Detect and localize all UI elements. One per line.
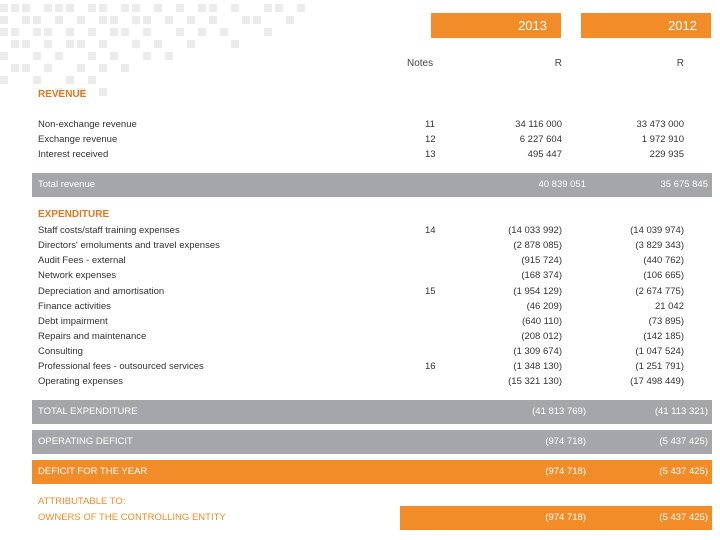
pattern-square xyxy=(22,64,30,72)
currency-2012-header: R xyxy=(676,58,684,69)
pattern-square xyxy=(132,40,140,48)
pattern-square xyxy=(99,40,107,48)
table-row xyxy=(0,374,720,389)
row-value-2012: (106 665) xyxy=(643,270,684,281)
row-note: 13 xyxy=(425,149,436,160)
row-value-2012: (440 762) xyxy=(643,255,684,266)
pattern-square xyxy=(198,4,206,12)
table-row xyxy=(0,132,720,147)
pattern-square xyxy=(33,16,41,24)
pattern-square xyxy=(99,64,107,72)
notes-column-header: Notes xyxy=(407,58,434,69)
deficit-for-year-2013: (974 718) xyxy=(545,466,586,477)
row-value-2013: (1 309 674) xyxy=(513,346,562,357)
pattern-square xyxy=(154,4,162,12)
row-label: Staff costs/staff training expenses xyxy=(38,225,180,236)
year-2013-header: 2013 xyxy=(431,13,561,38)
owners-value-2013: (974 718) xyxy=(545,512,586,523)
row-value-2013: (14 033 992) xyxy=(508,225,562,236)
row-label: Directors' emoluments and travel expenses xyxy=(38,240,220,251)
table-row xyxy=(0,238,720,253)
total-expenditure-2012: (41 113 321) xyxy=(654,406,708,417)
pattern-square xyxy=(11,28,19,36)
pattern-square xyxy=(0,76,8,84)
table-row xyxy=(0,359,720,374)
pattern-square xyxy=(176,4,184,12)
pattern-square xyxy=(220,28,228,36)
pattern-square xyxy=(66,28,74,36)
row-value-2012: 1 972 910 xyxy=(641,134,684,145)
row-value-2013: (168 374) xyxy=(521,270,562,281)
row-value-2013: (46 209) xyxy=(526,301,562,312)
total-revenue-2013: 40 839 051 xyxy=(538,179,586,190)
pattern-square xyxy=(187,40,195,48)
pattern-square xyxy=(77,64,85,72)
row-note: 11 xyxy=(425,119,435,130)
attributable-title: ATTRIBUTABLE TO: xyxy=(38,496,126,507)
table-row xyxy=(0,268,720,283)
pattern-square xyxy=(0,16,8,24)
total-revenue-label: Total revenue xyxy=(38,179,96,190)
pattern-square xyxy=(143,28,151,36)
deficit-for-year-band xyxy=(32,460,712,484)
row-value-2013: (1 348 130) xyxy=(513,361,562,372)
row-value-2012: 21 042 xyxy=(654,301,684,312)
row-value-2013: (208 012) xyxy=(521,331,562,342)
pattern-square xyxy=(121,28,129,36)
total-revenue-2012: 35 675 845 xyxy=(660,179,708,190)
pattern-square xyxy=(242,16,250,24)
pattern-square xyxy=(275,4,283,12)
pattern-square xyxy=(297,4,305,12)
row-value-2013: (2 878 085) xyxy=(513,240,562,251)
owners-values-bar xyxy=(400,506,712,530)
row-label: Depreciation and amortisation xyxy=(38,286,165,297)
pattern-square xyxy=(286,16,294,24)
row-value-2013: 495 447 xyxy=(527,149,562,160)
total-expenditure-2013: (41 813 769) xyxy=(532,406,586,417)
table-row xyxy=(0,314,720,329)
row-value-2013: (915 724) xyxy=(521,255,562,266)
row-label: Finance activities xyxy=(38,301,111,312)
operating-deficit-2012: (5 437 425) xyxy=(659,436,708,447)
pattern-square xyxy=(121,64,129,72)
table-row xyxy=(0,253,720,268)
pattern-square xyxy=(187,16,195,24)
row-note: 12 xyxy=(425,134,436,145)
pattern-square xyxy=(165,52,173,60)
row-label: Operating expenses xyxy=(38,376,124,387)
pattern-square xyxy=(143,16,151,24)
revenue-section-title: REVENUE xyxy=(38,89,87,100)
operating-deficit-label: OPERATING DEFICIT xyxy=(38,436,133,447)
row-note: 15 xyxy=(425,286,436,297)
pattern-square xyxy=(33,76,41,84)
pattern-square xyxy=(22,40,30,48)
row-value-2012: (17 498 449) xyxy=(630,376,684,387)
table-row xyxy=(0,284,720,299)
pattern-square xyxy=(0,28,8,36)
operating-deficit-band xyxy=(32,430,712,454)
row-value-2013: (640 110) xyxy=(522,316,562,327)
pattern-square xyxy=(154,40,162,48)
total-expenditure-band xyxy=(32,400,712,424)
deficit-for-year-2012: (5 437 425) xyxy=(659,466,708,477)
pattern-square xyxy=(66,76,74,84)
pattern-square xyxy=(66,40,74,48)
pattern-square xyxy=(11,4,19,12)
row-value-2012: (3 829 343) xyxy=(635,240,684,251)
row-note: 16 xyxy=(425,361,436,372)
row-value-2012: (1 047 524) xyxy=(635,346,684,357)
pattern-square xyxy=(33,28,41,36)
pattern-square xyxy=(88,4,96,12)
operating-deficit-2013: (974 718) xyxy=(545,436,586,447)
row-label: Consulting xyxy=(38,346,83,357)
pattern-square xyxy=(44,28,52,36)
pattern-square xyxy=(231,4,239,12)
pattern-square xyxy=(253,16,261,24)
table-row xyxy=(0,117,720,132)
pattern-square xyxy=(55,4,63,12)
row-value-2012: 229 935 xyxy=(649,149,684,160)
row-value-2013: 34 116 000 xyxy=(515,119,562,130)
table-row xyxy=(0,344,720,359)
row-note: 14 xyxy=(425,225,436,236)
row-value-2012: (2 674 775) xyxy=(635,286,684,297)
pattern-square xyxy=(77,40,85,48)
pattern-square xyxy=(0,52,8,60)
pattern-square xyxy=(99,88,107,96)
pattern-square xyxy=(66,4,74,12)
pattern-square xyxy=(11,64,19,72)
pattern-square xyxy=(132,16,140,24)
row-label: Exchange revenue xyxy=(38,134,118,145)
row-label: Repairs and maintenance xyxy=(38,331,147,342)
pattern-square xyxy=(110,52,118,60)
pattern-square xyxy=(132,4,140,12)
pattern-square xyxy=(11,40,19,48)
pattern-square xyxy=(88,28,96,36)
owners-label: OWNERS OF THE CONTROLLING ENTITY xyxy=(38,512,226,523)
pattern-square xyxy=(55,16,63,24)
row-label: Debt impairment xyxy=(38,316,108,327)
deficit-for-year-label: DEFICIT FOR THE YEAR xyxy=(38,466,148,477)
pattern-square xyxy=(99,4,107,12)
pattern-square xyxy=(121,4,129,12)
pattern-square xyxy=(110,16,118,24)
row-label: Network expenses xyxy=(38,270,117,281)
row-label: Non-exchange revenue xyxy=(38,119,137,130)
pattern-square xyxy=(264,28,272,36)
total-expenditure-label: TOTAL EXPENDITURE xyxy=(38,406,138,417)
pattern-square xyxy=(209,16,217,24)
row-value-2012: (1 251 791) xyxy=(635,361,684,372)
pattern-square xyxy=(88,76,96,84)
pattern-square xyxy=(88,52,96,60)
pattern-square xyxy=(0,4,8,12)
pattern-square xyxy=(209,4,217,12)
row-value-2013: (1 954 129) xyxy=(513,286,562,297)
row-label: Interest received xyxy=(38,149,109,160)
row-label: Professional fees - outsourced services xyxy=(38,361,204,372)
pattern-square xyxy=(264,4,272,12)
pattern-square xyxy=(198,28,206,36)
pattern-square xyxy=(22,16,30,24)
currency-2013-header: R xyxy=(554,58,562,69)
row-value-2012: 33 473 000 xyxy=(636,119,684,130)
row-value-2012: (73 895) xyxy=(648,316,684,327)
row-value-2013: (15 321 130) xyxy=(508,376,562,387)
table-row xyxy=(0,329,720,344)
row-value-2012: (142 185) xyxy=(643,331,684,342)
pattern-square xyxy=(44,64,52,72)
table-row xyxy=(0,223,720,238)
pattern-square xyxy=(176,28,184,36)
table-row xyxy=(0,147,720,162)
pattern-square xyxy=(165,16,173,24)
pattern-square xyxy=(110,28,118,36)
row-label: Audit Fees - external xyxy=(38,255,126,266)
year-2012-header: 2012 xyxy=(581,13,711,38)
total-revenue-band xyxy=(32,173,712,197)
pattern-square xyxy=(44,40,52,48)
pattern-square xyxy=(44,4,52,12)
pattern-square xyxy=(99,16,107,24)
expenditure-section-title: EXPENDITURE xyxy=(38,209,110,220)
pattern-square xyxy=(143,52,151,60)
row-value-2013: 6 227 604 xyxy=(519,134,562,145)
pattern-square xyxy=(22,4,30,12)
pattern-square xyxy=(231,40,239,48)
pattern-square xyxy=(77,16,85,24)
table-row xyxy=(0,299,720,314)
pattern-square xyxy=(55,52,63,60)
row-value-2012: (14 039 974) xyxy=(630,225,684,236)
owners-value-2012: (5 437 425) xyxy=(659,512,708,523)
pattern-square xyxy=(33,52,41,60)
